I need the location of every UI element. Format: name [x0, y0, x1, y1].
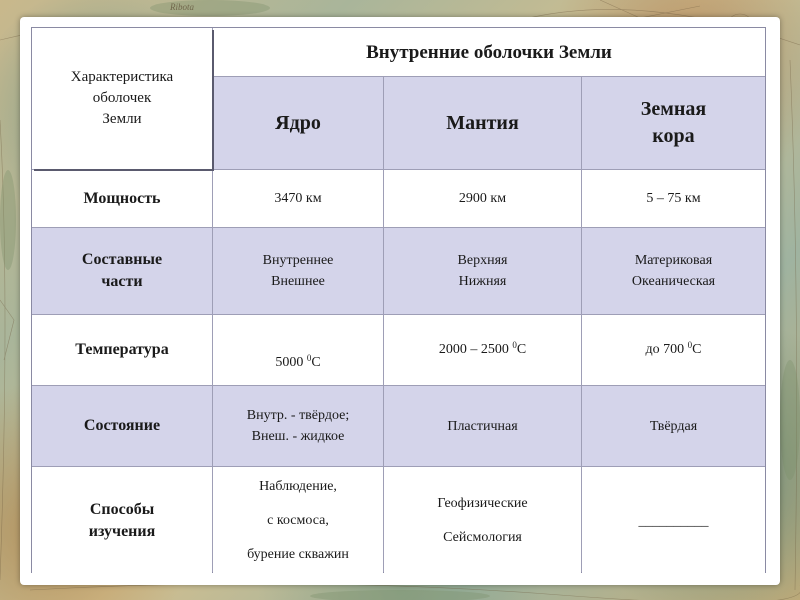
- degree-mark: 0: [306, 353, 312, 363]
- table-cell: [582, 315, 765, 385]
- table-cell: [213, 467, 383, 575]
- temperature-number: 5000: [275, 355, 307, 370]
- cell-text: Твёрдая: [649, 418, 698, 434]
- column-header-label: кора: [652, 125, 695, 147]
- temperature-unit: С: [311, 355, 321, 370]
- column-header-label: Ядро: [275, 111, 321, 134]
- temperature-value: [439, 339, 526, 360]
- cell-text: бурение скважин: [247, 547, 349, 562]
- row-header-label: Состояние: [83, 417, 161, 434]
- table-cell: [213, 170, 383, 227]
- row-header-thickness: [32, 170, 212, 227]
- corner-header-line: Характеристика: [70, 69, 174, 85]
- table-cell: [384, 228, 581, 314]
- corner-header-line: Земли: [102, 111, 142, 127]
- cell-text: Верхняя: [457, 253, 508, 268]
- row-header-temperature: [32, 315, 212, 385]
- row-header-label: Мощность: [83, 189, 161, 207]
- cell-text: Внутреннее: [262, 253, 334, 268]
- empty-dash: __________: [638, 513, 709, 529]
- table-cell: [384, 467, 581, 575]
- temperature-value: [275, 352, 320, 373]
- corner-header: [32, 28, 212, 169]
- row-header-label: Способы: [89, 501, 155, 518]
- row-header-label: Температура: [75, 341, 169, 358]
- cell-text: Сейсмология: [443, 530, 522, 545]
- temperature-value: [646, 339, 702, 360]
- row-header-components: [32, 228, 212, 314]
- map-label: Ribota: [170, 2, 194, 12]
- table-cell: [384, 315, 581, 385]
- table-main-header: Внутренние оболочки Земли: [213, 28, 765, 76]
- cell-text: Нижняя: [458, 274, 507, 289]
- row-header-label: Составные: [81, 251, 163, 268]
- cell-text: Наблюдение,: [259, 479, 337, 494]
- temperature-unit: С: [692, 342, 702, 357]
- cell-text: Внеш. - жидкое: [251, 429, 345, 444]
- cell-text: Внутр. - твёрдое;: [246, 408, 350, 423]
- cell-text: 2900 км: [458, 191, 507, 206]
- column-header-label: Мантия: [446, 111, 519, 134]
- cell-text: Внешнее: [271, 274, 325, 289]
- column-header-mantle: [384, 77, 581, 169]
- temperature-number: до 700: [645, 342, 688, 357]
- earth-shells-table: [31, 27, 766, 573]
- row-header-methods: [32, 467, 212, 575]
- table-cell: [384, 386, 581, 466]
- table-cell: [213, 315, 383, 385]
- column-header-crust: [582, 77, 765, 169]
- table-cell: [213, 228, 383, 314]
- table-cell: [582, 170, 765, 227]
- cell-text: 5 – 75 км: [646, 191, 701, 206]
- row-header-label: части: [101, 273, 143, 290]
- cell-text: с космоса,: [267, 513, 329, 528]
- row-header-label: изучения: [88, 523, 156, 540]
- temperature-unit: С: [516, 342, 527, 357]
- column-header-core: [213, 77, 383, 169]
- degree-mark: 0: [512, 340, 517, 350]
- table-cell: [213, 386, 383, 466]
- temperature-number: 2000 – 2500: [438, 342, 513, 357]
- table-cell: [384, 170, 581, 227]
- row-header-state: [32, 386, 212, 466]
- corner-header-line: оболочек: [92, 90, 152, 106]
- cell-text: Материковая: [634, 253, 713, 268]
- column-header-label: Земная: [640, 98, 707, 120]
- cell-text: Пластичная: [447, 418, 518, 434]
- cell-text: Геофизические: [437, 496, 528, 511]
- table-cell: [582, 467, 765, 575]
- cell-text: Океаническая: [631, 274, 716, 289]
- cell-text: 3470 км: [274, 191, 322, 206]
- degree-mark: 0: [687, 340, 693, 350]
- table-cell: [582, 386, 765, 466]
- table-cell: [582, 228, 765, 314]
